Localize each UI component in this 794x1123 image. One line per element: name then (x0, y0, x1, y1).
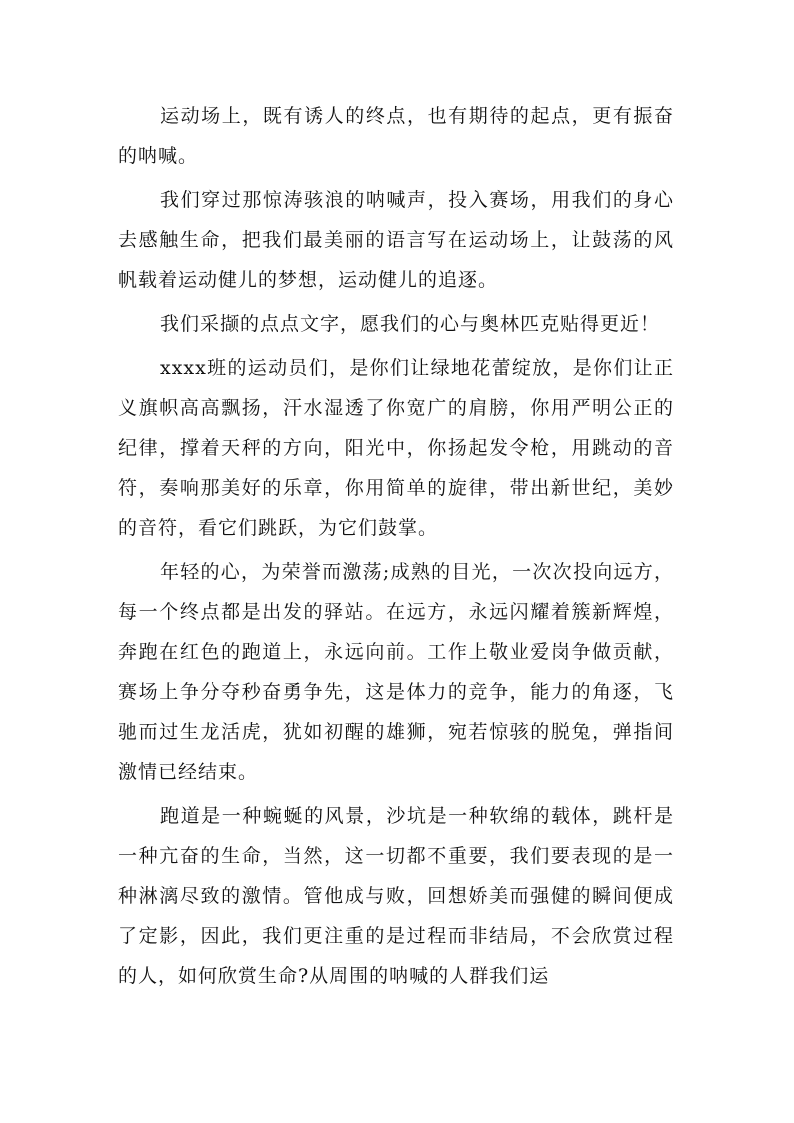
paragraph-4: xxxx班的运动员们，是你们让绿地花蕾绽放，是你们让正义旗帜高高飘扬，汗水湿透了你宽广的肩膀，你用严明公正的纪律，撑着天秤的方向，阳光中，你扬起发令枪，用跳动的音符，奏响那美好的乐章，你用简单的旋律，带出新世纪，美妙的音符，看它们跳跃，为它们鼓掌。 (118, 357, 674, 539)
paragraph-1: 运动场上，既有诱人的终点，也有期待的起点，更有振奋的呐喊。 (118, 105, 674, 167)
document-body (118, 96, 674, 1000)
paragraph-5: 年轻的心，为荣誉而激荡;成熟的目光，一次次投向远方，每一个终点都是出发的驿站。在远方，永远闪耀着簇新辉煌，奔跑在红色的跑道上，永远向前。工作上敬业爱岗争做贡献，赛场上争分夺秒奋勇争先，这是体力的竞争，能力的角逐，飞驰而过生龙活虎，犹如初醒的雄狮，宛若惊骇的脱兔，弹指间激情已经结束。 (118, 561, 674, 783)
paragraph-3: 我们采撷的点点文字，愿我们的心与奥林匹克贴得更近！ (160, 313, 661, 335)
paragraph-6: 跑道是一种蜿蜒的风景，沙坑是一种软绵的载体，跳杆是一种亢奋的生命，当然，这一切都不重要，我们要表现的是一种淋漓尽致的激情。管他成与败，回想娇美而强健的瞬间便成了定影，因此，我们更注重的是过程而非结局，不会欣赏过程的人，如何欣赏生命?从周围的呐喊的人群我们运 (118, 805, 674, 987)
paragraph-2: 我们穿过那惊涛骇浪的呐喊声，投入赛场，用我们的身心去感触生命，把我们最美丽的语言写在运动场上，让鼓荡的风帆载着运动健儿的梦想，运动健儿的追逐。 (118, 189, 674, 291)
